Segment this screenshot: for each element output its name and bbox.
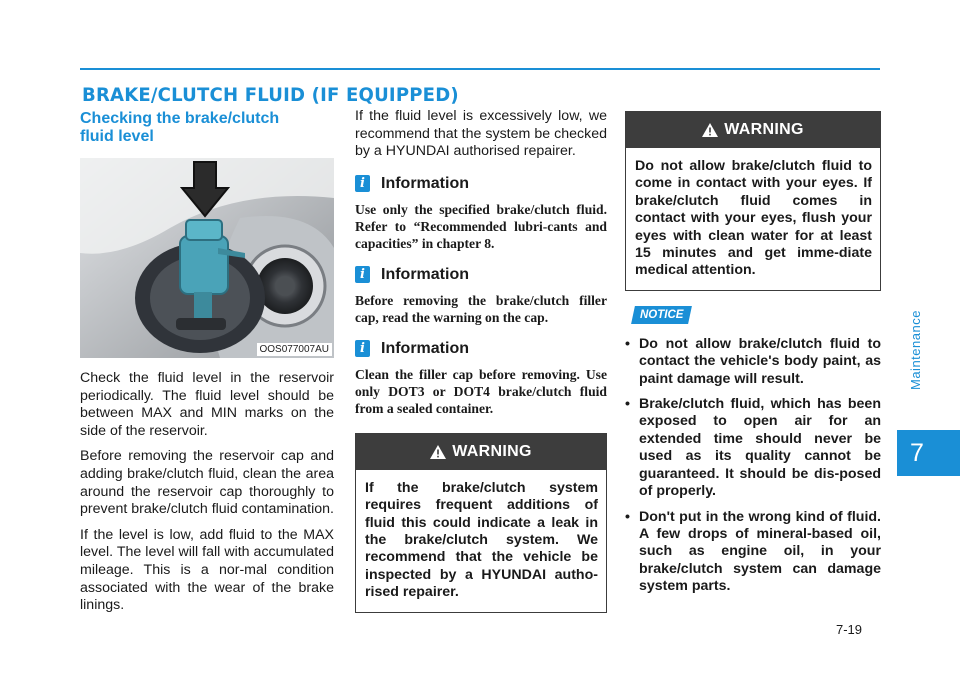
list-item: • Do not allow brake/clutch fluid to contact the vehicle's body paint, as paint damage will result. (625, 336, 881, 388)
column-3 (625, 108, 881, 604)
info-heading (355, 266, 607, 284)
info-icon: i (355, 266, 370, 283)
warning-text: If the brake/clutch system requires frequent additions of fluid this could indicate a leak in the brake/clutch system. We recommend that the vehicle be inspected by a HYUNDAI autho-rised repairer. (365, 479, 598, 601)
notice-label: NOTICE (640, 308, 684, 321)
info-title: Information (381, 265, 469, 283)
warning-text: Do not allow brake/clutch fluid to come in contact with your eyes. If brake/clutch fluid comes in contact with your eyes, flush your eyes with clean water for at least 15 minutes and get imme-diate medical attention. (635, 158, 872, 279)
paragraph: If the level is low, add fluid to the MAX level. The level will fall with accumulated mileage. This is a nor-mal condition associated with the wear of the brake linings. (80, 526, 334, 614)
info-heading (355, 340, 607, 358)
intro-paragraph: If the fluid level is excessively low, we recommend that the system be checked by a HYUNDAI authorised repairer. (355, 108, 607, 160)
subheading-line-1: Checking the brake/clutch (80, 110, 280, 127)
warning-triangle-icon (702, 123, 718, 137)
info-block (355, 340, 607, 417)
chapter-side-label: Maintenance (908, 310, 923, 390)
paragraph: Check the fluid level in the reservoir periodically. The fluid level should be between MAX and MIN marks on the side of the reservoir. (80, 370, 334, 439)
body-text (80, 370, 334, 615)
info-title: Information (381, 339, 469, 357)
info-icon: i (355, 340, 370, 357)
chapter-tab: 7 (897, 430, 960, 476)
info-heading (355, 175, 607, 193)
info-block (355, 175, 607, 252)
photo-code: OOS077007AU (257, 343, 333, 356)
warning-box (355, 433, 607, 613)
column-1 (80, 108, 334, 623)
section-title: BRAKE/CLUTCH FLUID (IF EQUIPPED) (82, 84, 459, 106)
subheading-line-2: fluid level (80, 128, 154, 145)
info-icon: i (355, 175, 370, 192)
list-item: • Brake/clutch fluid, which has been exposed to open air for an extended time should never be used as its quality cannot be guaranteed. It should be dis-posed of properly. (625, 396, 881, 500)
warning-header (626, 112, 880, 148)
down-arrow-icon (180, 160, 230, 218)
paragraph: Before removing the reservoir cap and adding brake/clutch fluid, clean the area around the reservoir cap thoroughly to prevent brake/clutch fluid contamination. (80, 448, 334, 518)
notice-list (625, 336, 881, 596)
info-title: Information (381, 174, 469, 192)
warning-box (625, 111, 881, 291)
warning-label: WARNING (724, 121, 804, 138)
reservoir-photo (80, 158, 334, 358)
info-text: Use only the specified brake/clutch fluid. Refer to “Recommended lubri-cants and capacities” in chapter 8. (355, 201, 607, 251)
warning-triangle-icon (430, 445, 446, 459)
warning-label: WARNING (452, 442, 532, 460)
subheading (80, 110, 334, 146)
page-number: 7-19 (836, 622, 863, 637)
info-text: Clean the filler cap before removing. Use only DOT3 or DOT4 brake/clutch fluid from a sealed container. (355, 366, 607, 416)
notice-badge (631, 306, 692, 324)
notice-row (625, 305, 881, 324)
info-block (355, 266, 607, 326)
top-rule (80, 68, 880, 70)
info-text: Before removing the brake/clutch filler cap, read the warning on the cap. (355, 292, 607, 325)
warning-header (356, 434, 606, 470)
column-2 (355, 108, 607, 613)
list-item: • Don't put in the wrong kind of fluid. A few drops of mineral-based oil, such as engine oil, in your brake/clutch system can damage system parts. (625, 509, 881, 596)
